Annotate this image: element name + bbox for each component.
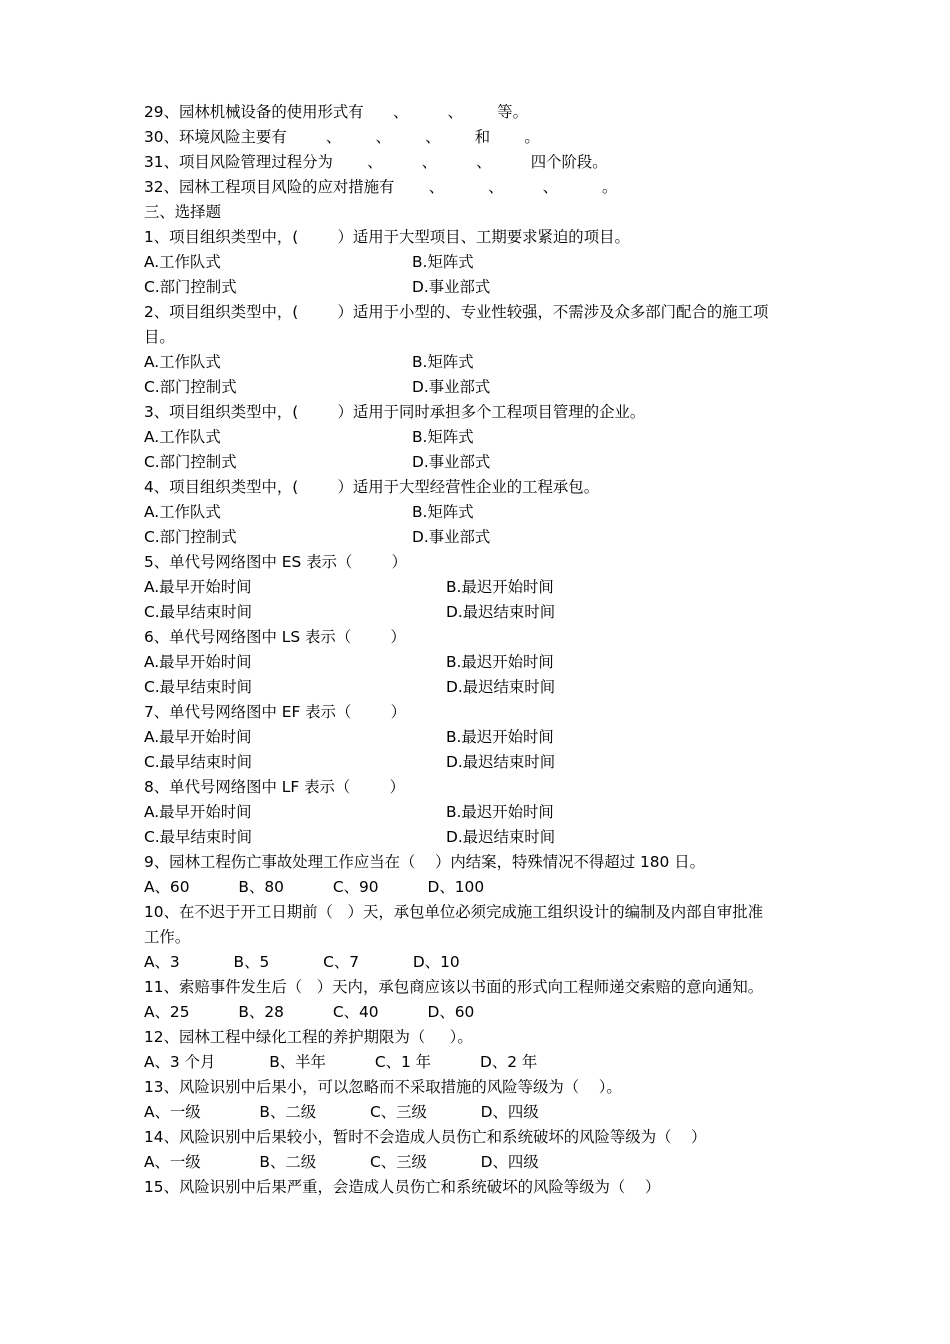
- option-b: B.矩阵式: [412, 503, 474, 521]
- option-c: C.部门控制式: [144, 528, 237, 546]
- option-b: B.矩阵式: [412, 428, 474, 446]
- options-row: [144, 350, 824, 375]
- option-a: A.工作队式: [144, 428, 221, 446]
- question-6: 6、单代号网络图中 LS 表示（ ）: [144, 628, 406, 646]
- question-3: 3、项目组织类型中，( ）适用于同时承担多个工程项目管理的企业。: [144, 403, 646, 421]
- question-4: 4、项目组织类型中，( ）适用于大型经营性企业的工程承包。: [144, 478, 600, 496]
- option-d: D.事业部式: [412, 278, 491, 296]
- options-row: A、3 个月 B、半年 C、1 年 D、2 年: [144, 1053, 538, 1071]
- option-a: A.最早开始时间: [144, 728, 252, 746]
- fill-in-30: 30、环境风险主要有 、 、 、 和 。: [144, 128, 540, 146]
- option-a: A.工作队式: [144, 253, 221, 271]
- option-b: B.矩阵式: [412, 353, 474, 371]
- option-d: D.最迟结束时间: [446, 753, 556, 771]
- question-8: 8、单代号网络图中 LF 表示（ ）: [144, 778, 405, 796]
- option-d: D.事业部式: [412, 528, 491, 546]
- options-row: A、一级 B、二级 C、三级 D、四级: [144, 1103, 539, 1121]
- options-row: [144, 650, 824, 675]
- options-row: [144, 800, 824, 825]
- option-a: A.最早开始时间: [144, 803, 252, 821]
- fill-in-29: 29、园林机械设备的使用形式有 、 、 等。: [144, 103, 528, 121]
- question-1: 1、项目组织类型中，( ）适用于大型项目、工期要求紧迫的项目。: [144, 228, 630, 246]
- option-b: B.最迟开始时间: [446, 728, 554, 746]
- option-d: D.事业部式: [412, 453, 491, 471]
- option-d: D.最迟结束时间: [446, 828, 556, 846]
- question-14: 14、风险识别中后果较小，暂时不会造成人员伤亡和系统破坏的风险等级为（ ）: [144, 1128, 707, 1146]
- options-row: [144, 825, 824, 850]
- question-7: 7、单代号网络图中 EF 表示（ ）: [144, 703, 406, 721]
- question-10: 10、在不迟于开工日期前（ ）天，承包单位必须完成施工组织设计的编制及内部自审批准: [144, 903, 764, 921]
- options-row: A、3 B、5 C、7 D、10: [144, 953, 460, 971]
- option-c: C.部门控制式: [144, 378, 237, 396]
- options-row: [144, 675, 824, 700]
- option-c: C.最早结束时间: [144, 678, 252, 696]
- question-5: 5、单代号网络图中 ES 表示（ ）: [144, 553, 407, 571]
- option-b: B.最迟开始时间: [446, 578, 554, 596]
- option-c: C.最早结束时间: [144, 828, 252, 846]
- option-d: D.最迟结束时间: [446, 603, 556, 621]
- options-row: [144, 450, 824, 475]
- question-11: 11、索赔事件发生后（ ）天内，承包商应该以书面的形式向工程师递交索赔的意向通知。: [144, 978, 764, 996]
- section-title: 三、选择题: [144, 203, 221, 221]
- option-c: C.部门控制式: [144, 278, 237, 296]
- options-row: [144, 725, 824, 750]
- option-c: C.最早结束时间: [144, 753, 252, 771]
- question-2: 2、项目组织类型中，( ）适用于小型的、专业性较强，不需涉及众多部门配合的施工项: [144, 303, 769, 321]
- option-d: D.事业部式: [412, 378, 491, 396]
- options-row: A、25 B、28 C、40 D、60: [144, 1003, 475, 1021]
- options-row: [144, 575, 824, 600]
- question-12: 12、园林工程中绿化工程的养护期限为（ ）。: [144, 1028, 473, 1046]
- options-row: [144, 600, 824, 625]
- option-b: B.最迟开始时间: [446, 653, 554, 671]
- option-b: B.最迟开始时间: [446, 803, 554, 821]
- option-d: D.最迟结束时间: [446, 678, 556, 696]
- options-row: A、一级 B、二级 C、三级 D、四级: [144, 1153, 539, 1171]
- option-a: A.最早开始时间: [144, 578, 252, 596]
- question-13: 13、风险识别中后果小，可以忽略而不采取措施的风险等级为（ ）。: [144, 1078, 622, 1096]
- option-a: A.最早开始时间: [144, 653, 252, 671]
- option-a: A.工作队式: [144, 503, 221, 521]
- question-10-continued: 工作。: [144, 928, 191, 946]
- options-row: [144, 425, 824, 450]
- options-row: [144, 250, 824, 275]
- options-row: [144, 375, 824, 400]
- options-row: [144, 500, 824, 525]
- fill-in-32: 32、园林工程项目风险的应对措施有 、 、 、 。: [144, 178, 618, 196]
- question-15: 15、风险识别中后果严重，会造成人员伤亡和系统破坏的风险等级为（ ）: [144, 1178, 661, 1196]
- option-a: A.工作队式: [144, 353, 221, 371]
- question-9: 9、园林工程伤亡事故处理工作应当在（ ）内结案，特殊情况不得超过 180 日。: [144, 853, 706, 871]
- option-c: C.最早结束时间: [144, 603, 252, 621]
- options-row: A、60 B、80 C、90 D、100: [144, 878, 485, 896]
- options-row: [144, 275, 824, 300]
- option-c: C.部门控制式: [144, 453, 237, 471]
- fill-in-31: 31、项目风险管理过程分为 、 、 、 四个阶段。: [144, 153, 608, 171]
- options-row: [144, 750, 824, 775]
- option-b: B.矩阵式: [412, 253, 474, 271]
- question-2-continued: 目。: [144, 328, 175, 346]
- options-row: [144, 525, 824, 550]
